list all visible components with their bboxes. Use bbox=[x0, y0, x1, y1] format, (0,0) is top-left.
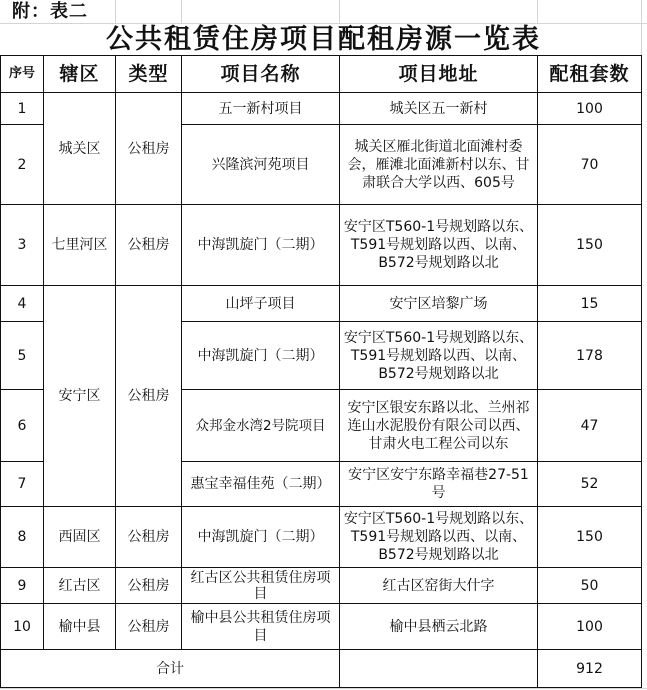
units-cell: 150 bbox=[538, 205, 642, 286]
annex-label: 附：表二 bbox=[12, 1, 88, 22]
type-cell: 公租房 bbox=[116, 93, 182, 205]
project-address-cell: 安宁区银安东路以北、兰州祁连山水泥股份有限公司以西、甘肃火电工程公司以东 bbox=[340, 390, 538, 462]
document-title: 公共租赁住房项目配租房源一览表 bbox=[106, 24, 541, 55]
gridline bbox=[0, 688, 647, 689]
type-cell: 公租房 bbox=[116, 507, 182, 568]
project-name-cell: 兴隆滨河苑项目 bbox=[182, 125, 340, 205]
project-address-cell: 安宁区T560-1号规划路以东、T591号规划路以西、以南、B572号规划路以北 bbox=[340, 322, 538, 390]
seq-cell: 9 bbox=[1, 568, 44, 604]
project-address-cell: 城关区雁北街道北面滩村委会，雁滩北面滩新村以东、甘肃联合大学以西、605号 bbox=[340, 125, 538, 205]
header-type: 类型 bbox=[116, 56, 182, 93]
project-address-cell: 安宁区T560-1号规划路以东、T591号规划路以西、以南、B572号规划路以北 bbox=[340, 205, 538, 286]
gridline bbox=[339, 0, 340, 23]
project-name-cell: 榆中县公共租赁住房项目 bbox=[182, 604, 340, 650]
gridline bbox=[115, 0, 116, 23]
type-cell: 公租房 bbox=[116, 286, 182, 507]
header-district: 辖区 bbox=[44, 56, 116, 93]
units-cell: 100 bbox=[538, 604, 642, 650]
seq-cell: 3 bbox=[1, 205, 44, 286]
seq-cell: 8 bbox=[1, 507, 44, 568]
district-cell: 榆中县 bbox=[44, 604, 116, 650]
total-label: 合计 bbox=[1, 650, 340, 688]
table-row bbox=[1, 286, 642, 322]
project-address-cell: 安宁区安宁东路幸福巷27-51号 bbox=[340, 462, 538, 507]
table-row bbox=[1, 568, 642, 604]
district-cell: 红古区 bbox=[44, 568, 116, 604]
type-cell: 公租房 bbox=[116, 568, 182, 604]
table-row bbox=[1, 205, 642, 286]
type-cell: 公租房 bbox=[116, 604, 182, 650]
seq-cell: 6 bbox=[1, 390, 44, 462]
seq-cell: 4 bbox=[1, 286, 44, 322]
units-cell: 50 bbox=[538, 568, 642, 604]
district-cell: 安宁区 bbox=[44, 286, 116, 507]
project-address-cell: 安宁区培黎广场 bbox=[340, 286, 538, 322]
project-name-cell: 红古区公共租赁住房项目 bbox=[182, 568, 340, 604]
district-cell: 七里河区 bbox=[44, 205, 116, 286]
units-cell: 15 bbox=[538, 286, 642, 322]
total-row bbox=[1, 650, 642, 688]
units-cell: 150 bbox=[538, 507, 642, 568]
district-cell: 城关区 bbox=[44, 93, 116, 205]
table-row bbox=[1, 507, 642, 568]
header-project-name: 项目名称 bbox=[182, 56, 340, 93]
header-units: 配租套数 bbox=[538, 56, 642, 93]
table-row bbox=[1, 604, 642, 650]
total-units: 912 bbox=[538, 650, 642, 688]
seq-cell: 7 bbox=[1, 462, 44, 507]
project-address-cell: 红古区窑街大什字 bbox=[340, 568, 538, 604]
housing-table bbox=[0, 55, 642, 688]
district-cell: 西固区 bbox=[44, 507, 116, 568]
project-name-cell: 中海凯旋门（二期） bbox=[182, 205, 340, 286]
gridline bbox=[181, 0, 182, 23]
project-name-cell: 山坪子项目 bbox=[182, 286, 340, 322]
gridline bbox=[537, 0, 538, 23]
project-name-cell: 惠宝幸福佳苑（二期） bbox=[182, 462, 340, 507]
units-cell: 47 bbox=[538, 390, 642, 462]
type-cell: 公租房 bbox=[116, 205, 182, 286]
units-cell: 178 bbox=[538, 322, 642, 390]
project-address-cell: 榆中县栖云北路 bbox=[340, 604, 538, 650]
project-name-cell: 中海凯旋门（二期） bbox=[182, 507, 340, 568]
project-address-cell: 城关区五一新村 bbox=[340, 93, 538, 125]
total-blank-cell bbox=[340, 650, 538, 688]
header-row bbox=[1, 56, 642, 93]
seq-cell: 5 bbox=[1, 322, 44, 390]
table-row bbox=[1, 93, 642, 125]
seq-cell: 10 bbox=[1, 604, 44, 650]
units-cell: 70 bbox=[538, 125, 642, 205]
seq-cell: 2 bbox=[1, 125, 44, 205]
project-name-cell: 中海凯旋门（二期） bbox=[182, 322, 340, 390]
project-name-cell: 五一新村项目 bbox=[182, 93, 340, 125]
project-address-cell: 安宁区T560-1号规划路以东、T591号规划路以西、以南、B572号规划路以北 bbox=[340, 507, 538, 568]
header-project-address: 项目地址 bbox=[340, 56, 538, 93]
project-name-cell: 众邦金水湾2号院项目 bbox=[182, 390, 340, 462]
units-cell: 52 bbox=[538, 462, 642, 507]
units-cell: 100 bbox=[538, 93, 642, 125]
header-seq: 序号 bbox=[1, 56, 44, 93]
seq-cell: 1 bbox=[1, 93, 44, 125]
